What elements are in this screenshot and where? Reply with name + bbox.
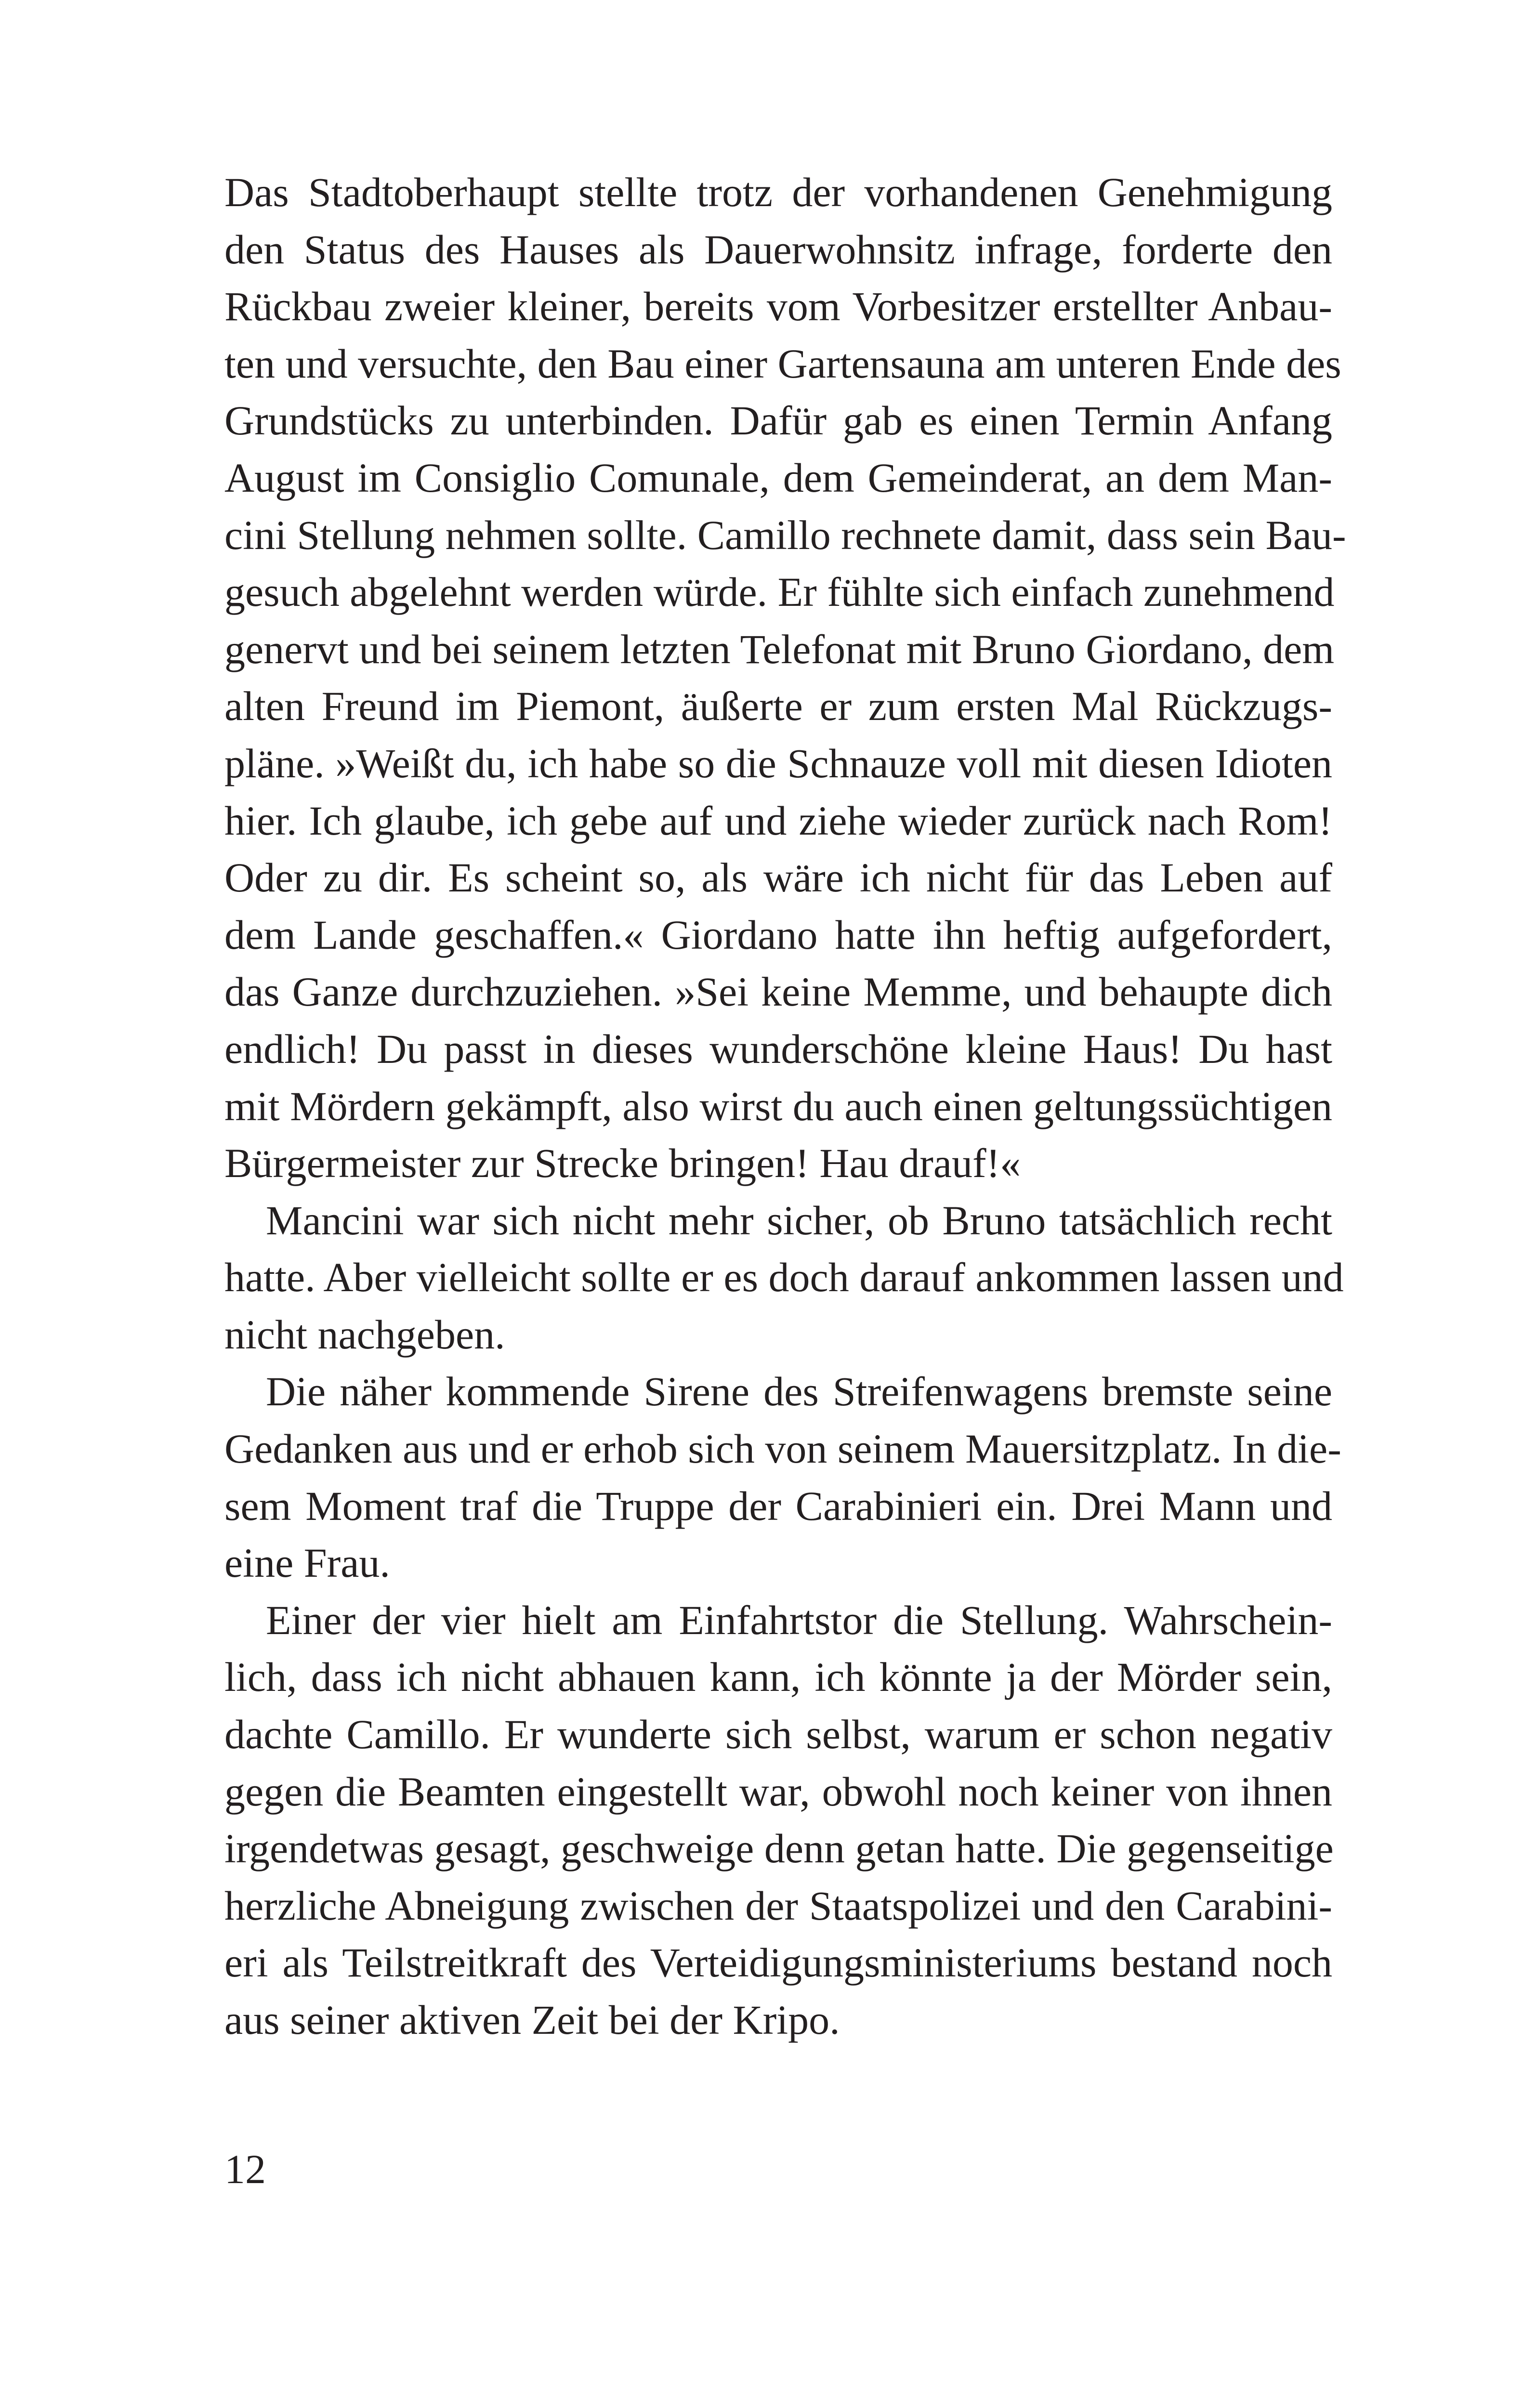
body-text xyxy=(224,164,1346,2049)
text-line: gesuch abgelehnt werden würde. Er fühlte sich einfach zunehmend xyxy=(224,569,1335,615)
text-line: alten Freund im Piemont, äußerte er zum ersten Mal Rückzugs- xyxy=(224,683,1332,730)
text-line: eine Frau. xyxy=(224,1540,390,1586)
text-line: Mancini war sich nicht mehr sicher, ob Bruno tatsächlich recht xyxy=(266,1197,1332,1243)
text-line: Einer der vier hielt am Einfahrtstor die Stellung. Wahrschein- xyxy=(266,1597,1332,1643)
text-line: Bürgermeister zur Strecke bringen! Hau drauf!« xyxy=(224,1140,1021,1187)
text-line: cini Stellung nehmen sollte. Camillo rechnete damit, dass sein Bau- xyxy=(224,511,1346,558)
text-line: pläne. »Weißt du, ich habe so die Schnauze voll mit diesen Idioten xyxy=(224,740,1332,786)
text-line: herzliche Abneigung zwischen der Staatspolizei und den Carabini- xyxy=(224,1882,1332,1929)
text-line: Oder zu dir. Es scheint so, als wäre ich nicht für das Leben auf xyxy=(224,854,1332,901)
text-line: dem Lande geschaffen.« Giordano hatte ihn heftig aufgefordert, xyxy=(224,911,1332,958)
text-line: mit Mördern gekämpft, also wirst du auch einen geltungssüchtigen xyxy=(224,1083,1332,1129)
text-line: Das Stadtoberhaupt stellte trotz der vorhandenen Genehmigung xyxy=(224,169,1332,215)
text-line: Grundstücks zu unterbinden. Dafür gab es einen Termin Anfang xyxy=(224,397,1332,444)
text-line: sem Moment traf die Truppe der Carabinieri ein. Drei Mann und xyxy=(224,1482,1332,1529)
text-line: irgendetwas gesagt, geschweige denn getan hatte. Die gegenseitige xyxy=(224,1825,1334,1872)
page-number: 12 xyxy=(224,2146,266,2192)
text-line: lich, dass ich nicht abhauen kann, ich könnte ja der Mörder sein, xyxy=(224,1654,1332,1701)
text-line: hatte. Aber vielleicht sollte er es doch darauf ankommen lassen und xyxy=(224,1254,1344,1301)
text-line: ten und versuchte, den Bau einer Gartensauna am unteren Ende des xyxy=(224,340,1341,387)
text-line: dachte Camillo. Er wunderte sich selbst, warum er schon negativ xyxy=(224,1711,1332,1758)
text-line: Gedanken aus und er erhob sich von seinem Mauersitzplatz. In die- xyxy=(224,1426,1341,1472)
text-line: August im Consiglio Comunale, dem Gemeinderat, an dem Man- xyxy=(224,454,1332,501)
text-line: eri als Teilstreitkraft des Verteidigungsministeriums bestand noch xyxy=(224,1939,1332,1986)
text-line: den Status des Hauses als Dauerwohnsitz infrage, forderte den xyxy=(224,226,1332,273)
text-line: aus seiner aktiven Zeit bei der Kripo. xyxy=(224,1997,840,2043)
text-line: Rückbau zweier kleiner, bereits vom Vorbesitzer erstellter Anbau- xyxy=(224,283,1332,330)
text-line: genervt und bei seinem letzten Telefonat mit Bruno Giordano, dem xyxy=(224,626,1335,672)
text-line: endlich! Du passt in dieses wunderschöne kleine Haus! Du hast xyxy=(224,1025,1332,1072)
text-line: nicht nachgeben. xyxy=(224,1311,505,1358)
text-line: hier. Ich glaube, ich gebe auf und ziehe wieder zurück nach Rom! xyxy=(224,797,1332,844)
text-line: Die näher kommende Sirene des Streifenwagens bremste seine xyxy=(266,1368,1332,1415)
text-line: gegen die Beamten eingestellt war, obwohl noch keiner von ihnen xyxy=(224,1768,1332,1815)
text-line: das Ganze durchzuziehen. »Sei keine Memme, und behaupte dich xyxy=(224,968,1332,1015)
